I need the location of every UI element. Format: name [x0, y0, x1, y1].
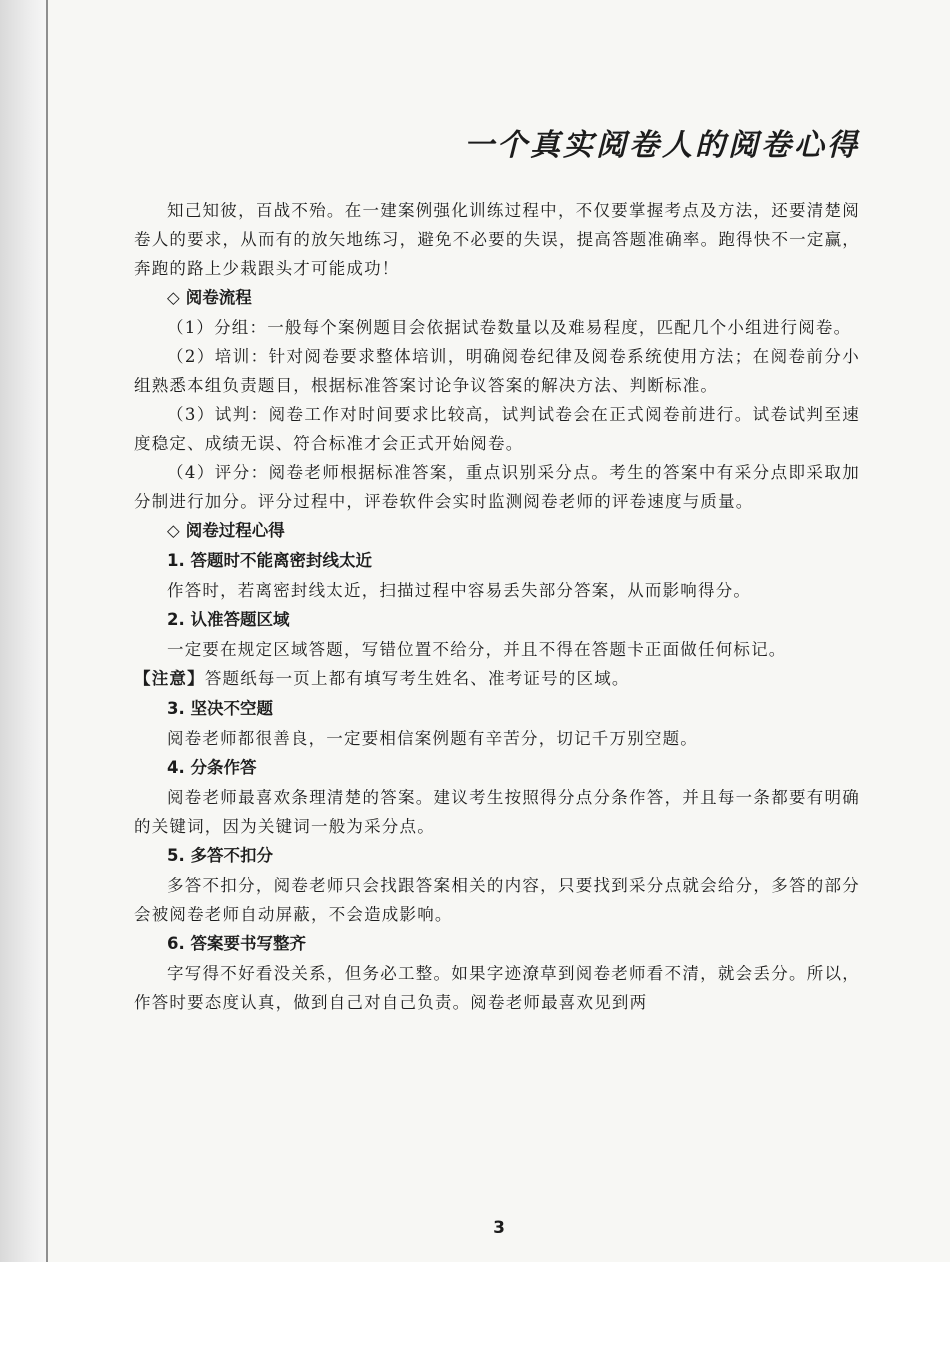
step-1: （1）分组：一般每个案例题目会依据试卷数量以及难易程度，匹配几个小组进行阅卷。: [167, 318, 852, 337]
tip-heading-4: 4. 分条作答: [167, 758, 257, 777]
tip-text-6: 字写得不好看没关系，但务必工整。如果字迹潦草到阅卷老师看不清，就会丢分。所以，作答时要态度认真，做到自己对自己负责。阅卷老师最喜欢见到两: [134, 964, 860, 1012]
tip-heading-2: 2. 认准答题区域: [167, 610, 290, 629]
scan-left-margin: [0, 0, 46, 1262]
step-2: （2）培训：针对阅卷要求整体培训，明确阅卷纪律及阅卷系统使用方法；在阅卷前分小组熟悉本组负责题目，根据标准答案讨论争议答案的解决方法、判断标准。: [134, 347, 860, 395]
step-4: （4）评分：阅卷老师根据标准答案，重点识别采分点。考生的答案中有采分点即采取加分制进行加分。评分过程中，评卷软件会实时监测阅卷老师的评卷速度与质量。: [134, 463, 860, 511]
page-number: 3: [493, 1218, 505, 1238]
tip-text-1: 作答时，若离密封线太近，扫描过程中容易丢失部分答案，从而影响得分。: [167, 581, 752, 600]
tip-heading-6: 6. 答案要书写整齐: [167, 934, 306, 953]
tip-heading-5: 5. 多答不扣分: [167, 846, 273, 865]
section-label: 阅卷流程: [185, 288, 252, 307]
tip-heading-1: 1. 答题时不能离密封线太近: [167, 551, 372, 570]
intro-paragraph: 知己知彼，百战不殆。在一建案例强化训练过程中，不仅要掌握考点及方法，还要清楚阅卷人的要求，从而有的放矢地练习，避免不必要的失误，提高答题准确率。跑得快不一定赢，奔跑的路上少栽跟头才可能成功！: [134, 201, 860, 278]
tip-text-5: 多答不扣分，阅卷老师只会找跟答案相关的内容，只要找到采分点就会给分，多答的部分会被阅卷老师自动屏蔽，不会造成影响。: [134, 876, 860, 924]
diamond-icon: ◇: [167, 521, 180, 540]
section-label: 阅卷过程心得: [185, 521, 285, 540]
page-content: [134, 126, 860, 1017]
section-heading-experience: [134, 516, 860, 546]
diamond-icon: ◇: [167, 288, 180, 307]
tip-text-3: 阅卷老师都很善良，一定要相信案例题有辛苦分，切记千万别空题。: [167, 729, 698, 748]
note-tag: 【注意】: [134, 669, 205, 688]
book-page: [48, 0, 950, 1262]
note-paragraph: [134, 664, 860, 694]
note-text: 答题纸每一页上都有填写考生姓名、准考证号的区域。: [204, 669, 630, 688]
tip-heading-3: 3. 坚决不空题: [167, 699, 273, 718]
tip-text-2: 一定要在规定区域答题，写错位置不给分，并且不得在答题卡正面做任何标记。: [167, 640, 787, 659]
page-title: 一个真实阅卷人的阅卷心得: [464, 128, 860, 163]
section-heading-process: [134, 283, 860, 313]
tip-text-4: 阅卷老师最喜欢条理清楚的答案。建议考生按照得分点分条作答，并且每一条都要有明确的关键词，因为关键词一般为采分点。: [134, 788, 860, 836]
step-3: （3）试判：阅卷工作对时间要求比较高，试判试卷会在正式阅卷前进行。试卷试判至速度稳定、成绩无误、符合标准才会正式开始阅卷。: [134, 405, 860, 453]
